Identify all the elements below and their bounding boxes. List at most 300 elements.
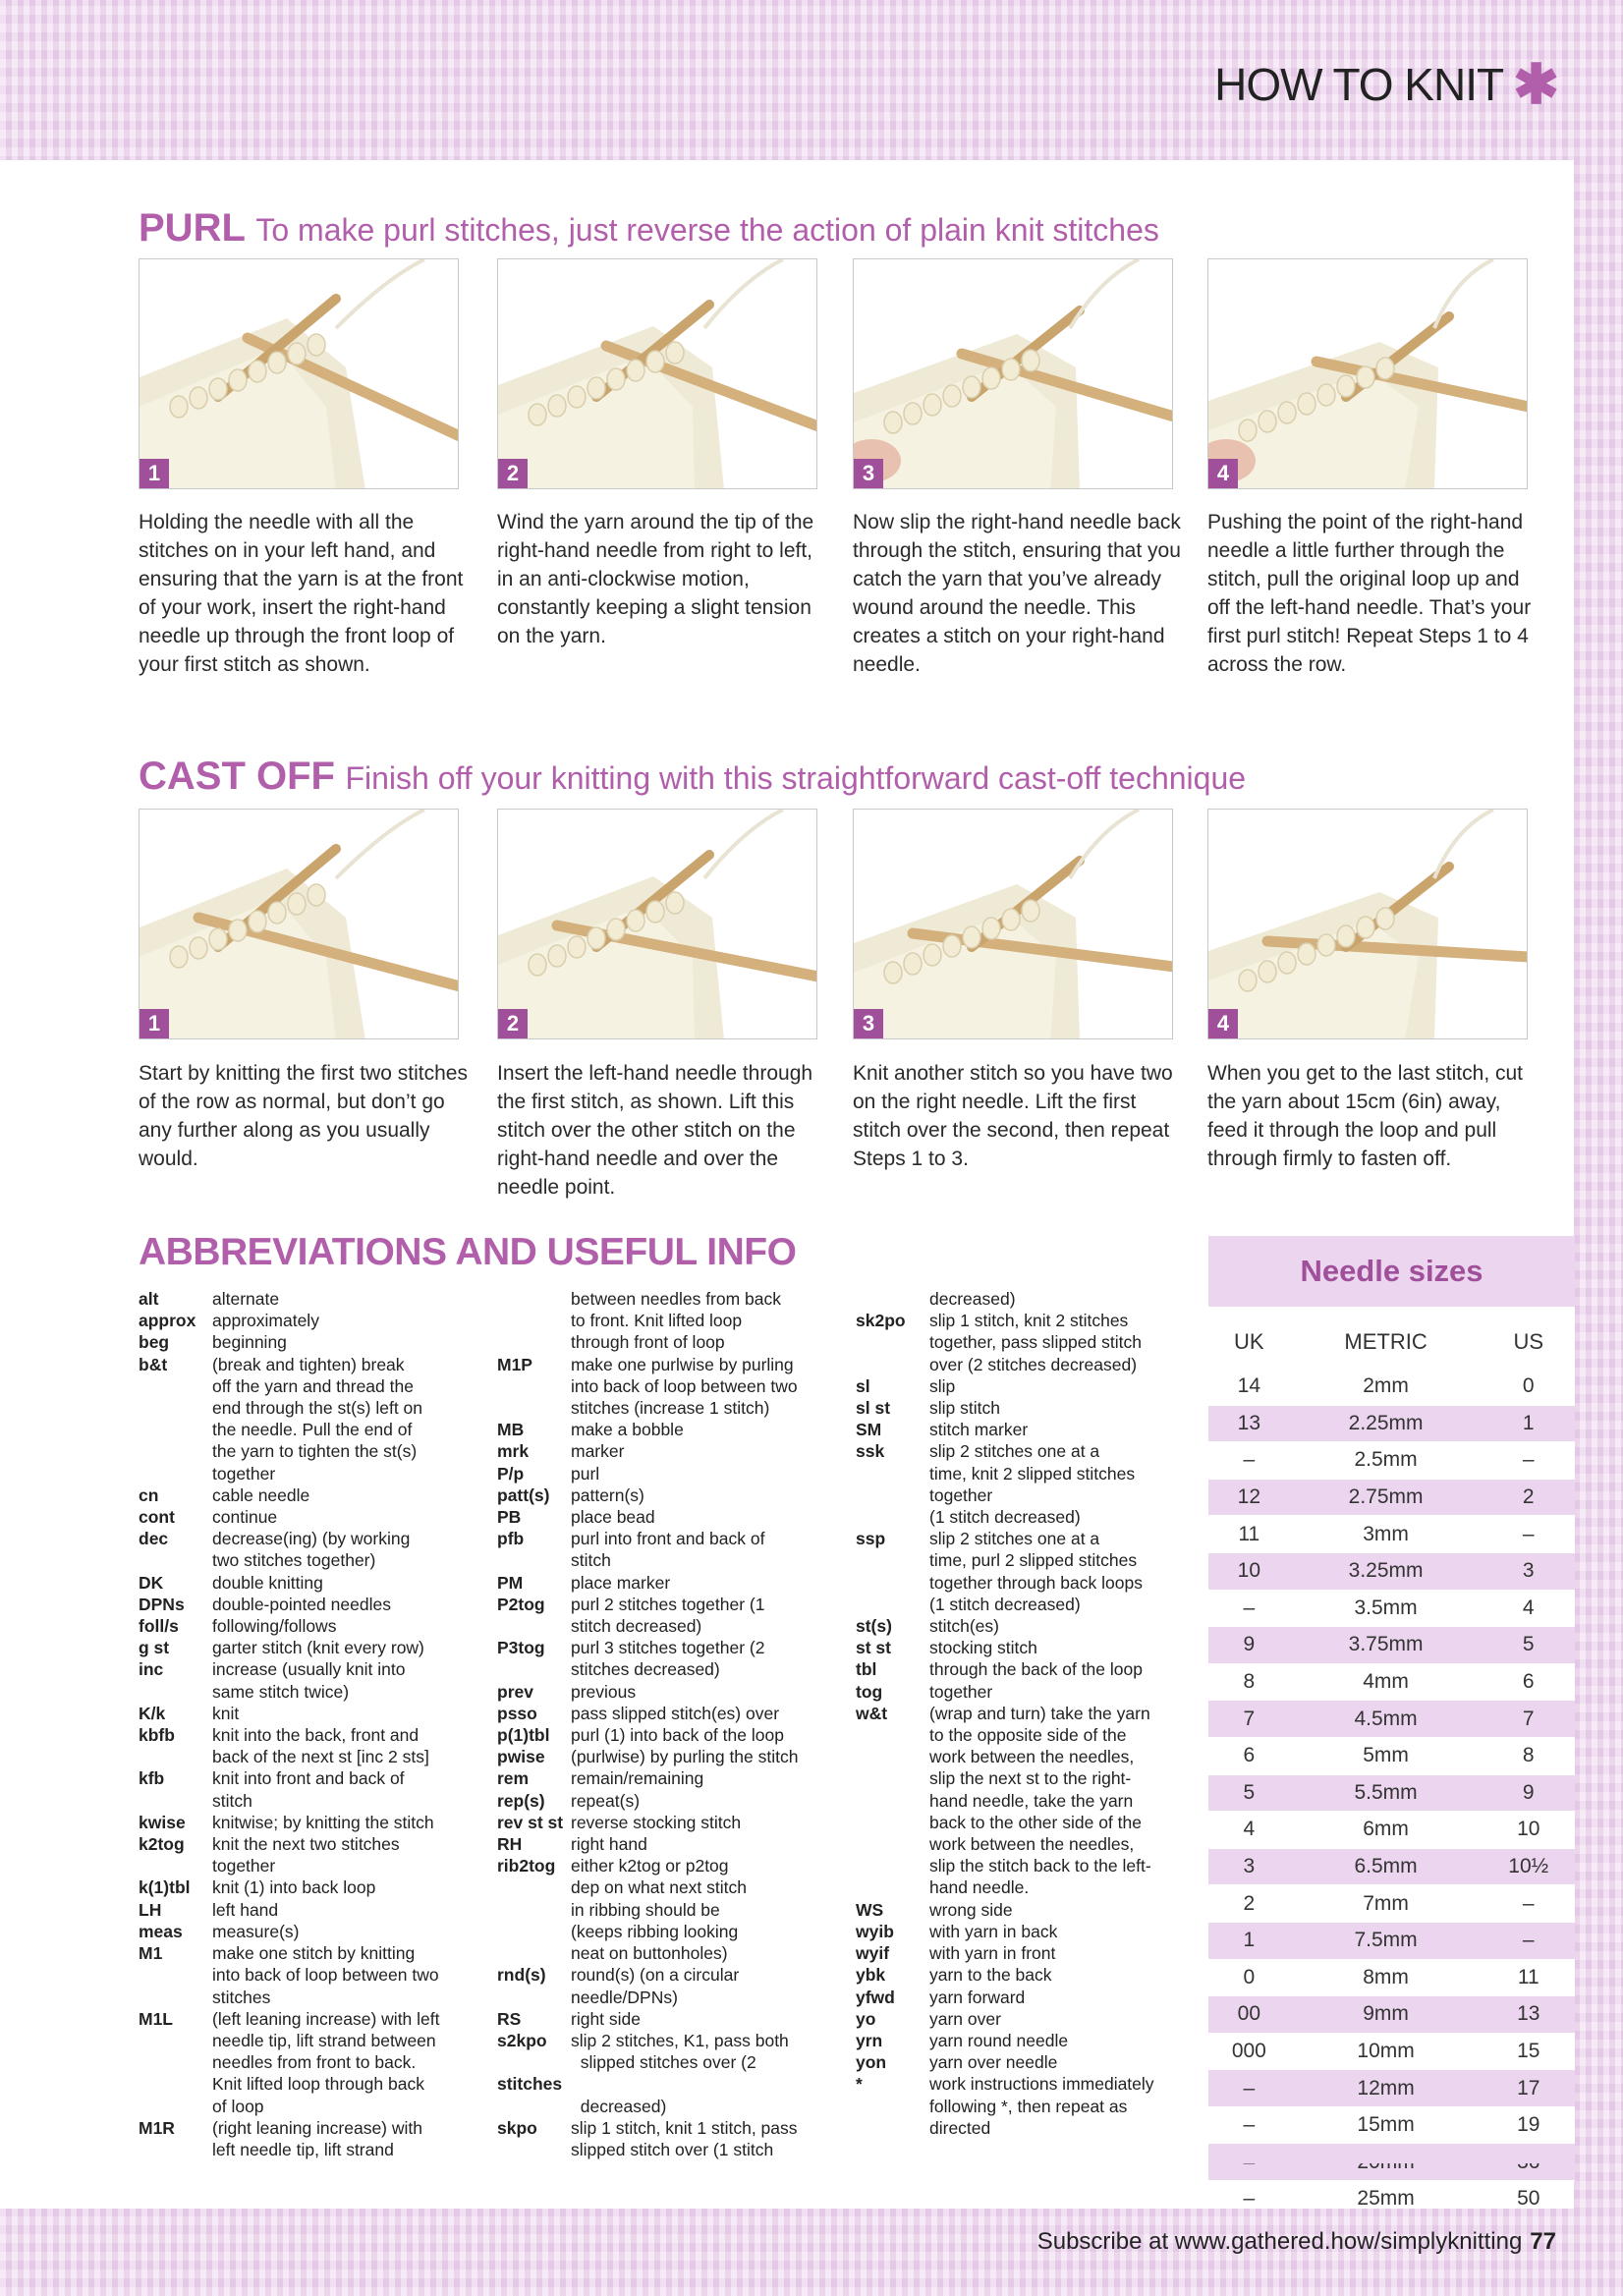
needle-size-row <box>1208 1442 1575 1480</box>
abbreviation-definition: knitwise; by knitting the stitch <box>212 1812 434 1832</box>
abbreviation-entry <box>856 2030 1190 2051</box>
abbreviation-entry <box>497 1288 831 1310</box>
abbreviation-entry <box>856 1942 1190 1964</box>
needle-size-row <box>1208 2181 1575 2217</box>
abbreviation-entry <box>139 2008 473 2030</box>
abbreviation-definition: stitches (increase 1 stitch) <box>571 1398 770 1419</box>
abbreviation-entry <box>856 1440 1190 1462</box>
abbreviation-term <box>856 1833 929 1855</box>
col-header-us: US <box>1513 1329 1544 1354</box>
abbreviations-column-3 <box>856 1288 1190 2139</box>
abbreviation-entry <box>139 2139 473 2160</box>
abbreviation-entry <box>139 1528 473 1549</box>
knitting-photo <box>1208 810 1528 1039</box>
abbreviation-definition: slipped stitches over (2 <box>571 2052 756 2073</box>
knitting-photo <box>854 810 1173 1039</box>
abbreviation-definition: of loop <box>212 2096 264 2116</box>
needle-size-row <box>1208 1774 1575 1812</box>
abbreviation-entry <box>856 1419 1190 1440</box>
needle-size-row <box>1208 1959 1575 1996</box>
abbreviation-entry <box>856 1899 1190 1921</box>
needle-size-uk: 9 <box>1208 1627 1290 1664</box>
abbreviation-term: k(1)tbl <box>139 1877 191 1898</box>
needle-size-us: – <box>1482 1922 1575 1959</box>
needle-size-us: 10½ <box>1482 1848 1575 1885</box>
abbreviation-definition: cable needle <box>212 1484 310 1505</box>
abbreviation-definition: the yarn to tighten the st(s) <box>212 1441 418 1462</box>
abbreviation-term <box>856 1549 929 1571</box>
abbreviation-entry <box>856 2117 1190 2139</box>
abbreviation-term <box>139 2073 212 2095</box>
needle-size-metric: 2.75mm <box>1290 1479 1483 1516</box>
abbreviation-term: sl <box>856 1375 870 1396</box>
abbreviation-entry <box>856 1331 1190 1353</box>
abbreviation-term: P2tog <box>497 1594 545 1614</box>
abbreviation-entry <box>497 1331 831 1353</box>
abbreviation-entry <box>497 1397 831 1419</box>
abbreviation-definition: place marker <box>571 1572 671 1593</box>
abbreviation-term <box>856 1484 929 1506</box>
abbreviation-definition: slip 2 stitches, K1, pass both <box>571 2030 789 2050</box>
abbreviation-definition: work between the needles, <box>929 1747 1135 1767</box>
abbreviation-entry <box>139 1746 473 1767</box>
abbreviation-term <box>856 1594 929 1615</box>
needle-size-us: 2 <box>1482 1479 1575 1516</box>
abbreviation-entry <box>856 1812 1190 1833</box>
abbreviation-term <box>497 1549 571 1571</box>
needle-size-uk: 3 <box>1208 1848 1290 1885</box>
step-number-badge: 2 <box>498 459 528 488</box>
abbreviation-term <box>497 1615 571 1637</box>
abbreviation-term <box>139 1463 212 1484</box>
abbreviation-definition: yarn to the back <box>929 1965 1052 1986</box>
needle-size-row <box>1208 1663 1575 1701</box>
needle-size-row <box>1208 2106 1575 2144</box>
abbreviation-term <box>856 1767 929 1789</box>
abbreviation-term <box>856 1506 929 1528</box>
abbreviation-entry <box>497 1419 831 1440</box>
cast-off-step-4-photo <box>1207 809 1528 1039</box>
abbreviation-definition: knit <box>212 1703 240 1723</box>
abbreviation-term <box>856 1463 929 1484</box>
abbreviation-term <box>497 1310 571 1331</box>
abbreviation-term: PM <box>497 1572 524 1593</box>
needle-size-metric: 5mm <box>1290 1737 1483 1774</box>
abbreviation-term <box>139 1790 212 1812</box>
abbreviation-entry <box>497 1746 831 1767</box>
abbreviation-definition: left hand <box>212 1899 279 1920</box>
cast-off-subtitle: Finish off your knitting with this straightforward cast-off technique <box>345 760 1247 796</box>
abbreviation-definition: make one stitch by knitting <box>212 1943 416 1964</box>
abbreviation-term <box>497 1942 571 1964</box>
abbreviation-definition: end through the st(s) left on <box>212 1398 423 1419</box>
cast-off-step-1-photo <box>139 809 459 1039</box>
purl-title: PURL <box>139 206 246 250</box>
needle-size-metric: 4mm <box>1290 1663 1483 1701</box>
abbreviation-term <box>856 2096 929 2117</box>
abbreviation-term: DPNs <box>139 1594 185 1614</box>
needle-size-row <box>1208 2070 1575 2107</box>
abbreviation-definition: marker <box>571 1441 625 1462</box>
abbreviation-term: M1R <box>139 2117 175 2138</box>
abbreviation-entry <box>139 1833 473 1855</box>
abbreviation-term: ybk <box>856 1965 886 1986</box>
abbreviation-term: sk2po <box>856 1311 906 1331</box>
abbreviation-entry <box>856 1572 1190 1594</box>
abbreviation-term: RS <box>497 2008 522 2029</box>
abbreviation-entry <box>139 1310 473 1331</box>
needle-size-us: 9 <box>1482 1774 1575 1812</box>
step-number-badge: 2 <box>498 1009 528 1038</box>
needle-size-metric: 2.5mm <box>1290 1442 1483 1480</box>
abbreviation-definition: slip the next st to the right- <box>929 1768 1132 1789</box>
abbreviations-heading: ABBREVIATIONS AND USEFUL INFO <box>139 1231 797 1273</box>
abbreviation-definition: between needles from back <box>571 1289 782 1309</box>
abbreviation-definition: purl 2 stitches together (1 <box>571 1594 765 1614</box>
needle-size-metric: 25mm <box>1290 2181 1483 2217</box>
needle-panel-footer-bar <box>1208 2146 1575 2163</box>
abbreviation-term <box>139 2051 212 2073</box>
step-number-badge: 1 <box>140 459 169 488</box>
needle-size-us: 19 <box>1482 2106 1575 2144</box>
abbreviation-term: DK <box>139 1572 164 1593</box>
abbreviation-term: stitches <box>497 2074 563 2095</box>
abbreviation-term: k2tog <box>139 1834 185 1855</box>
abbreviation-term: meas <box>139 1921 183 1941</box>
abbreviation-term: cn <box>139 1484 159 1505</box>
needle-size-uk: 0 <box>1208 1959 1290 1996</box>
abbreviation-term <box>139 1855 212 1876</box>
purl-step-2-text: Wind the yarn around the tip of the right-hand needle from right to left, in an anti-clockwise motion, constantly keeping a slight tension on the yarn. <box>497 511 814 647</box>
needle-size-row <box>1208 1922 1575 1959</box>
needle-size-row <box>1208 1479 1575 1516</box>
needle-size-metric: 3.25mm <box>1290 1552 1483 1590</box>
abbreviation-term <box>139 1964 212 1986</box>
knitting-photo <box>1208 259 1528 489</box>
abbreviation-entry <box>497 1767 831 1789</box>
abbreviation-entry <box>856 1310 1190 1331</box>
abbreviation-definition: stitches <box>212 1987 271 2007</box>
abbreviation-entry <box>497 1855 831 1876</box>
purl-step-1-text: Holding the needle with all the stitches on in your left hand, and ensuring that the yarn is at the front of your work, insert the right-hand needle up through the front loop of your first stitch as shown. <box>139 511 464 676</box>
abbreviation-entry <box>856 1876 1190 1898</box>
abbreviation-term: pfb <box>497 1529 525 1549</box>
abbreviation-entry <box>139 1506 473 1528</box>
abbreviation-term: RH <box>497 1834 523 1855</box>
abbreviation-entry <box>139 1549 473 1571</box>
abbreviation-term: tog <box>856 1681 883 1702</box>
abbreviation-definition: stitch decreased) <box>571 1616 702 1637</box>
step-number-badge: 4 <box>1208 1009 1238 1038</box>
abbreviation-term <box>856 1724 929 1746</box>
subscribe-link[interactable]: Subscribe at www.gathered.how/simplyknitting <box>1036 2228 1523 2255</box>
abbreviation-definition: neat on buttonholes) <box>571 1943 728 1964</box>
abbreviation-entry <box>856 1833 1190 1855</box>
abbreviation-definition: (wrap and turn) take the yarn <box>929 1703 1150 1723</box>
abbreviation-term <box>139 2030 212 2051</box>
needle-size-row <box>1208 1590 1575 1627</box>
abbreviation-definition: together <box>212 1463 276 1484</box>
needle-size-uk: 5 <box>1208 1774 1290 1812</box>
needle-size-metric: 4.5mm <box>1290 1701 1483 1738</box>
abbreviation-entry <box>497 2139 831 2160</box>
needle-size-uk: 11 <box>1208 1516 1290 1553</box>
abbreviation-definition: off the yarn and thread the <box>212 1375 414 1396</box>
abbreviation-term: P3tog <box>497 1638 545 1658</box>
abbreviation-term: sl st <box>856 1398 891 1419</box>
needle-size-row <box>1208 1812 1575 1849</box>
needle-size-metric: 15mm <box>1290 2106 1483 2144</box>
abbreviation-entry <box>497 2008 831 2030</box>
abbreviation-definition: with yarn in front <box>929 1943 1056 1964</box>
knitting-photo <box>498 810 817 1039</box>
abbreviation-definition: slip <box>929 1375 956 1396</box>
abbreviation-entry <box>856 1703 1190 1724</box>
needle-sizes-title: Needle sizes <box>1208 1236 1575 1307</box>
needle-size-us: – <box>1482 1885 1575 1923</box>
abbreviation-term: mrk <box>497 1441 530 1462</box>
needle-size-metric: 5.5mm <box>1290 1774 1483 1812</box>
abbreviation-term: SM <box>856 1420 882 1440</box>
purl-step-3-photo <box>853 258 1173 489</box>
abbreviation-term <box>139 1440 212 1462</box>
abbreviation-term <box>139 1987 212 2008</box>
abbreviation-definition: decrease(ing) (by working <box>212 1529 411 1549</box>
abbreviation-term <box>139 1681 212 1703</box>
abbreviation-term: kbfb <box>139 1725 175 1746</box>
abbreviation-definition: together, pass slipped stitch <box>929 1332 1142 1353</box>
abbreviation-term: yo <box>856 2008 876 2029</box>
abbreviation-term <box>497 1288 571 1310</box>
abbreviation-entry <box>497 1528 831 1549</box>
abbreviation-entry <box>139 1812 473 1833</box>
needle-size-row <box>1208 1848 1575 1885</box>
abbreviation-entry <box>139 1855 473 1876</box>
abbreviation-definition: (purlwise) by purling the stitch <box>571 1747 799 1767</box>
needle-size-uk: 12 <box>1208 1479 1290 1516</box>
abbreviation-definition: (break and tighten) break <box>212 1354 405 1374</box>
needle-size-us: 1 <box>1482 1405 1575 1442</box>
abbreviation-entry <box>856 1921 1190 1942</box>
knitting-photo <box>854 259 1173 489</box>
needle-size-uk: 10 <box>1208 1552 1290 1590</box>
abbreviation-definition: with yarn in back <box>929 1921 1058 1941</box>
needle-size-uk: 1 <box>1208 1922 1290 1959</box>
abbreviation-term: LH <box>139 1899 162 1920</box>
abbreviation-term <box>497 2096 571 2117</box>
cast-off-title: CAST OFF <box>139 755 335 798</box>
abbreviation-term: beg <box>139 1332 170 1353</box>
abbreviation-entry <box>139 1375 473 1397</box>
abbreviation-term: rep(s) <box>497 1790 545 1811</box>
abbreviation-term: PB <box>497 1507 522 1528</box>
abbreviation-term: M1L <box>139 2008 173 2029</box>
abbreviation-definition: stitch(es) <box>929 1616 999 1637</box>
abbreviation-term: wyib <box>856 1921 894 1941</box>
abbreviation-term <box>139 1397 212 1419</box>
needle-size-us: 6 <box>1482 1663 1575 1701</box>
abbreviation-term: dec <box>139 1529 169 1549</box>
abbreviation-definition: approximately <box>212 1311 319 1331</box>
abbreviation-entry <box>497 2030 831 2051</box>
abbreviation-entry <box>856 1397 1190 1419</box>
needle-size-us: 4 <box>1482 1590 1575 1627</box>
abbreviation-term: ssp <box>856 1529 886 1549</box>
asterisk-icon: ✱ <box>1513 53 1558 115</box>
abbreviation-definition: knit (1) into back loop <box>212 1877 376 1898</box>
abbreviation-entry <box>856 1375 1190 1397</box>
abbreviation-term <box>856 1855 929 1876</box>
abbreviation-definition: the needle. Pull the end of <box>212 1420 413 1440</box>
abbreviation-term <box>497 1397 571 1419</box>
needle-size-us: – <box>1482 1516 1575 1553</box>
abbreviation-entry <box>139 1331 473 1353</box>
abbreviation-entry <box>856 1484 1190 1506</box>
abbreviation-definition: needle/DPNs) <box>571 1987 678 2007</box>
needle-size-us: 15 <box>1482 2033 1575 2070</box>
abbreviation-entry <box>856 1549 1190 1571</box>
abbreviation-entry <box>497 1615 831 1637</box>
needle-size-metric: 2mm <box>1290 1369 1483 1406</box>
abbreviation-definition: yarn over <box>929 2008 1001 2029</box>
abbreviation-term: MB <box>497 1420 525 1440</box>
needle-size-metric: 3.5mm <box>1290 1590 1483 1627</box>
needle-sizes-table <box>1208 1316 1575 2217</box>
knitting-photo <box>140 259 459 489</box>
needle-size-row <box>1208 1552 1575 1590</box>
abbreviation-term <box>139 2096 212 2117</box>
needle-size-metric: 3mm <box>1290 1516 1483 1553</box>
knitting-photo <box>140 810 459 1039</box>
needle-size-uk: – <box>1208 1590 1290 1627</box>
needle-size-us: 17 <box>1482 2070 1575 2107</box>
header-title: HOW TO KNIT <box>1214 59 1504 110</box>
abbreviation-term <box>856 1572 929 1594</box>
abbreviation-definition: into back of loop between two <box>212 1965 439 1986</box>
abbreviation-entry <box>139 1942 473 1964</box>
abbreviation-term: P/p <box>497 1463 525 1484</box>
abbreviation-definition: make one purlwise by purling <box>571 1354 794 1374</box>
abbreviation-entry <box>497 1310 831 1331</box>
abbreviation-term <box>856 1812 929 1833</box>
needle-size-row <box>1208 1369 1575 1406</box>
abbreviation-entry <box>139 1463 473 1484</box>
abbreviation-entry <box>497 1572 831 1594</box>
abbreviation-entry <box>497 1440 831 1462</box>
abbreviation-entry <box>856 1354 1190 1375</box>
abbreviation-definition: yarn round needle <box>929 2030 1069 2050</box>
abbreviation-term <box>856 1876 929 1898</box>
abbreviation-definition: (keeps ribbing looking <box>571 1921 739 1941</box>
abbreviation-entry <box>139 1681 473 1703</box>
abbreviation-entry <box>856 1987 1190 2008</box>
abbreviation-definition: measure(s) <box>212 1921 300 1941</box>
abbreviation-entry <box>856 1463 1190 1484</box>
abbreviation-definition: right side <box>571 2008 642 2029</box>
needle-size-us: 5 <box>1482 1627 1575 1664</box>
abbreviation-definition: stitch <box>571 1550 611 1571</box>
abbreviation-term: M1 <box>139 1943 163 1964</box>
abbreviation-entry <box>139 1876 473 1898</box>
abbreviation-definition: make a bobble <box>571 1420 684 1440</box>
abbreviation-entry <box>139 2096 473 2117</box>
abbreviation-entry <box>139 1440 473 1462</box>
abbreviation-entry <box>497 1899 831 1921</box>
abbreviation-term <box>856 1790 929 1812</box>
abbreviations-column-2 <box>497 1288 831 2160</box>
abbreviation-definition: round(s) (on a circular <box>571 1965 740 1986</box>
abbreviation-term: rib2tog <box>497 1856 556 1876</box>
abbreviation-entry <box>139 1767 473 1789</box>
abbreviation-term: yon <box>856 2052 887 2073</box>
abbreviation-term: kfb <box>139 1768 165 1789</box>
abbreviation-entry <box>856 1288 1190 1310</box>
abbreviation-definition: back of the next st [inc 2 sts] <box>212 1747 429 1767</box>
abbreviation-term <box>497 1375 571 1397</box>
abbreviation-definition: through the back of the loop <box>929 1659 1143 1680</box>
abbreviation-entry <box>497 1812 831 1833</box>
abbreviation-definition: double knitting <box>212 1572 323 1593</box>
needle-size-uk: 13 <box>1208 1405 1290 1442</box>
abbreviation-definition: (right leaning increase) with <box>212 2117 422 2138</box>
abbreviation-term <box>497 1331 571 1353</box>
abbreviation-term: prev <box>497 1681 533 1702</box>
needle-size-uk: 4 <box>1208 1812 1290 1849</box>
needle-size-row <box>1208 2033 1575 2070</box>
abbreviation-entry <box>497 1964 831 1986</box>
abbreviation-entry <box>856 1637 1190 1658</box>
abbreviation-term <box>497 2139 571 2160</box>
abbreviation-entry <box>139 2073 473 2095</box>
abbreviation-definition: together <box>929 1681 993 1702</box>
abbreviation-definition: wrong side <box>929 1899 1013 1920</box>
abbreviation-term <box>139 2139 212 2160</box>
needle-size-us: 7 <box>1482 1701 1575 1738</box>
abbreviation-entry <box>139 1288 473 1310</box>
abbreviation-definition: double-pointed needles <box>212 1594 391 1614</box>
abbreviation-entry <box>497 2096 831 2117</box>
abbreviation-term: patt(s) <box>497 1484 550 1505</box>
abbreviation-entry <box>497 1506 831 1528</box>
purl-step-1-photo <box>139 258 459 489</box>
abbreviation-entry <box>856 1855 1190 1876</box>
abbreviation-definition: two stitches together) <box>212 1550 376 1571</box>
abbreviation-entry <box>856 1681 1190 1703</box>
abbreviation-definition: stitch marker <box>929 1420 1029 1440</box>
abbreviation-definition: together <box>929 1484 993 1505</box>
abbreviation-definition: remain/remaining <box>571 1768 704 1789</box>
col-header-uk: UK <box>1234 1329 1264 1354</box>
abbreviation-term <box>497 1921 571 1942</box>
abbreviation-definition: stitches decreased) <box>571 1659 720 1680</box>
abbreviation-term <box>497 1658 571 1680</box>
abbreviation-definition: slip 2 stitches one at a <box>929 1441 1100 1462</box>
abbreviation-entry <box>497 1637 831 1658</box>
abbreviation-term: approx <box>139 1311 196 1331</box>
abbreviation-entry <box>139 1724 473 1746</box>
abbreviation-entry <box>139 2117 473 2139</box>
needle-size-metric: 6mm <box>1290 1812 1483 1849</box>
purl-step-3-text: Now slip the right-hand needle back through the stitch, ensuring that you catch the yarn that you’ve already wound around the needle. This creates a stitch on your right-hand needle. <box>853 511 1181 676</box>
abbreviation-definition: through front of loop <box>571 1332 725 1353</box>
abbreviation-definition: work between the needles, <box>929 1834 1135 1855</box>
abbreviation-term: st st <box>856 1638 891 1658</box>
abbreviation-entry <box>856 2096 1190 2117</box>
step-number-badge: 1 <box>140 1009 169 1038</box>
cast-off-step-3-text: Knit another stitch so you have two on the right needle. Lift the first stitch over the second, then repeat Steps 1 to 3. <box>853 1062 1173 1170</box>
abbreviation-entry <box>856 1790 1190 1812</box>
abbreviation-entry <box>856 2051 1190 2073</box>
